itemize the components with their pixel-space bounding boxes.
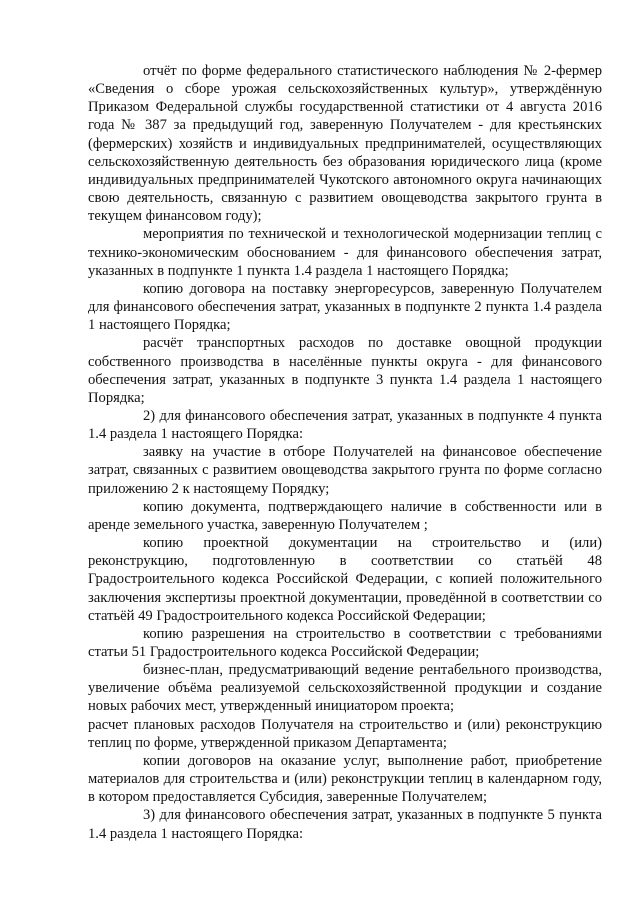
paragraph-statistical-report: отчёт по форме федерального статистического наблюдения № 2-фермер «Сведения о сборе урожая сельскохозяйственных культур», утверждённую Приказом Федеральной службы государственной статистики от 4 августа 2016 года № 387 за предыдущий год, заверенную Получателем - для крестьянских (фермерских) хозяйств и индивидуальных предпринимателей, осуществляющих сельскохозяйственную деятельность без образования юридического лица (кроме индивидуальных предпринимателей Чукотского автономного округа начинающих свою деятельность, связанную с развитием овощеводства закрытого грунта в текущем финансовом году);: [88, 63, 602, 225]
paragraph-business-plan: бизнес-план, предусматривающий ведение рентабельного производства, увеличение объёма реализуемой сельскохозяйственной продукции и создание новых рабочих мест, утвержденный инициатором проекта;: [88, 662, 602, 715]
paragraph-land-document: копию документа, подтверждающего наличие в собственности или в аренде земельного участка, заверенную Получателем ;: [88, 498, 602, 533]
paragraph-item-2: 2) для финансового обеспечения затрат, указанных в подпункте 4 пункта 1.4 раздела 1 настоящего Порядка:: [88, 407, 602, 443]
paragraph-planned-expenses: расчет плановых расходов Получателя на строительство и (или) реконструкцию теплиц по форме, утвержденной приказом Департамента;: [88, 716, 602, 751]
paragraph-item-3: 3) для финансового обеспечения затрат, указанных в подпункте 5 пункта 1.4 раздела 1 настоящего Порядка:: [88, 807, 602, 842]
paragraph-greenhouse-modernization: мероприятия по технической и технологической модернизации теплиц с технико-экономическим обоснованием - для финансового обеспечения затрат, указанных в подпункте 1 пункта 1.4 раздела 1 настоящего Порядка;: [88, 226, 602, 279]
paragraph-project-documentation: копию проектной документации на строительство и (или) реконструкцию, подготовленную в соответствии со статьёй 48 Градостроительного кодекса Российской Федерации, с копией положительного заключения экспертизы проектной документации, проведённой в соответствии со статьёй 49 Градостроительного кодекса Российской Федерации;: [88, 535, 602, 624]
paragraph-energy-contract: копию договора на поставку энергоресурсов, заверенную Получателем для финансового обеспечения затрат, указанных в подпункте 2 пункта 1.4 раздела 1 настоящего Порядка;: [88, 280, 602, 334]
paragraph-application: заявку на участие в отборе Получателей на финансовое обеспечение затрат, связанных с развитием овощеводства закрытого грунта по форме согласно приложению 2 к настоящему Порядку;: [88, 444, 602, 497]
paragraph-building-permit: копию разрешения на строительство в соответствии с требованиями статьи 51 Градостроительного кодекса Российской Федерации;: [88, 625, 602, 660]
paragraph-service-contracts: копии договоров на оказание услуг, выполнение работ, приобретение материалов для строительства и (или) реконструкции теплиц в календарном году, в котором предоставляется Субсидия, заверенные Получателем;: [88, 752, 602, 806]
document-page: [88, 62, 602, 843]
paragraph-transport-costs: расчёт транспортных расходов по доставке овощной продукции собственного производства в населённые пункты округа - для финансового обеспечения затрат, указанных в подпункте 3 пункта 1.4 раздела 1 настоящего Порядка;: [88, 335, 602, 406]
